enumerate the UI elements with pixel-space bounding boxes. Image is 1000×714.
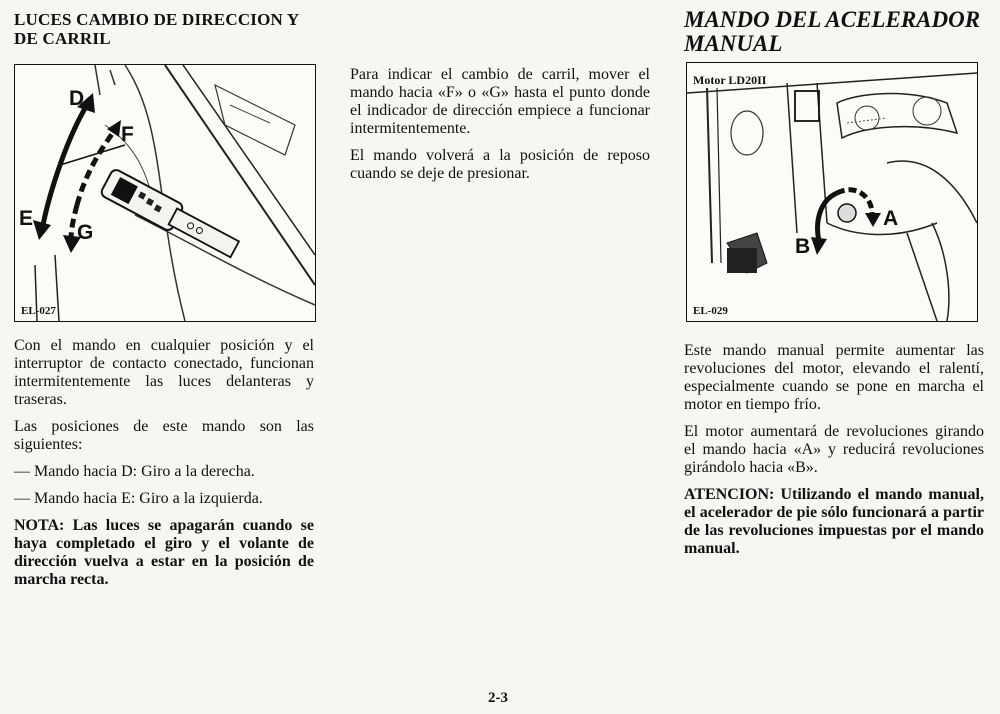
throttle-heading: MANDO DEL ACELERADOR MANUAL: [684, 7, 981, 56]
paragraph: Con el mando en cualquier posición y el interruptor de contacto conectado, funcionan intermitentemente las luces delanteras y traseras.: [14, 337, 314, 408]
paragraph: El motor aumentará de revoluciones girando el mando hacia «A» y reducirá revoluciones girándolo hacia «B».: [684, 423, 984, 476]
paragraph: Para indicar el cambio de carril, mover el mando hacia «F» o «G» hasta el punto donde el indicador de dirección empiece a funcionar intermitentemente.: [350, 66, 650, 137]
page-number: 2-3: [488, 690, 508, 706]
throttle-text: [684, 342, 984, 567]
paragraph: Este mando manual permite aumentar las revoluciones del motor, elevando el ralentí, especialmente cuando se pone en marcha el motor en tiempo frío.: [684, 342, 984, 413]
position-label-d: D: [69, 87, 85, 110]
lane-change-text: [350, 66, 650, 192]
turn-signal-heading: LUCES CAMBIO DE DIRECCION Y DE CARRIL: [14, 10, 299, 48]
figure-label: Motor LD20II: [693, 73, 767, 87]
throttle-figure: [686, 62, 978, 322]
figure-code: EL-027: [21, 305, 56, 317]
throttle-illustration: [687, 63, 977, 321]
position-label-e: E: [19, 207, 34, 230]
paragraph: El mando volverá a la posición de reposo cuando se deje de presionar.: [350, 147, 650, 182]
turn-signal-illustration: [15, 65, 315, 321]
warning-note: ATENCION: Utilizando el mando manual, el acelerador de pie sólo funcionará a partir de las revoluciones impuestas por el mando manual.: [684, 486, 984, 557]
position-label-b: B: [795, 235, 811, 258]
turn-signal-text: [14, 337, 314, 598]
paragraph: Las posiciones de este mando son las siguientes:: [14, 418, 314, 453]
list-item: — Mando hacia D: Giro a la derecha.: [14, 463, 255, 480]
turn-signal-figure: [14, 64, 316, 322]
note: NOTA: Las luces se apagarán cuando se haya completado el giro y el volante de dirección vuelva a estar en la posición de marcha recta.: [14, 517, 314, 588]
figure-code: EL-029: [693, 305, 728, 317]
list-item: — Mando hacia E: Giro a la izquierda.: [14, 490, 263, 507]
position-label-g: G: [77, 221, 94, 244]
position-label-f: F: [121, 123, 134, 146]
position-label-a: A: [883, 207, 899, 230]
